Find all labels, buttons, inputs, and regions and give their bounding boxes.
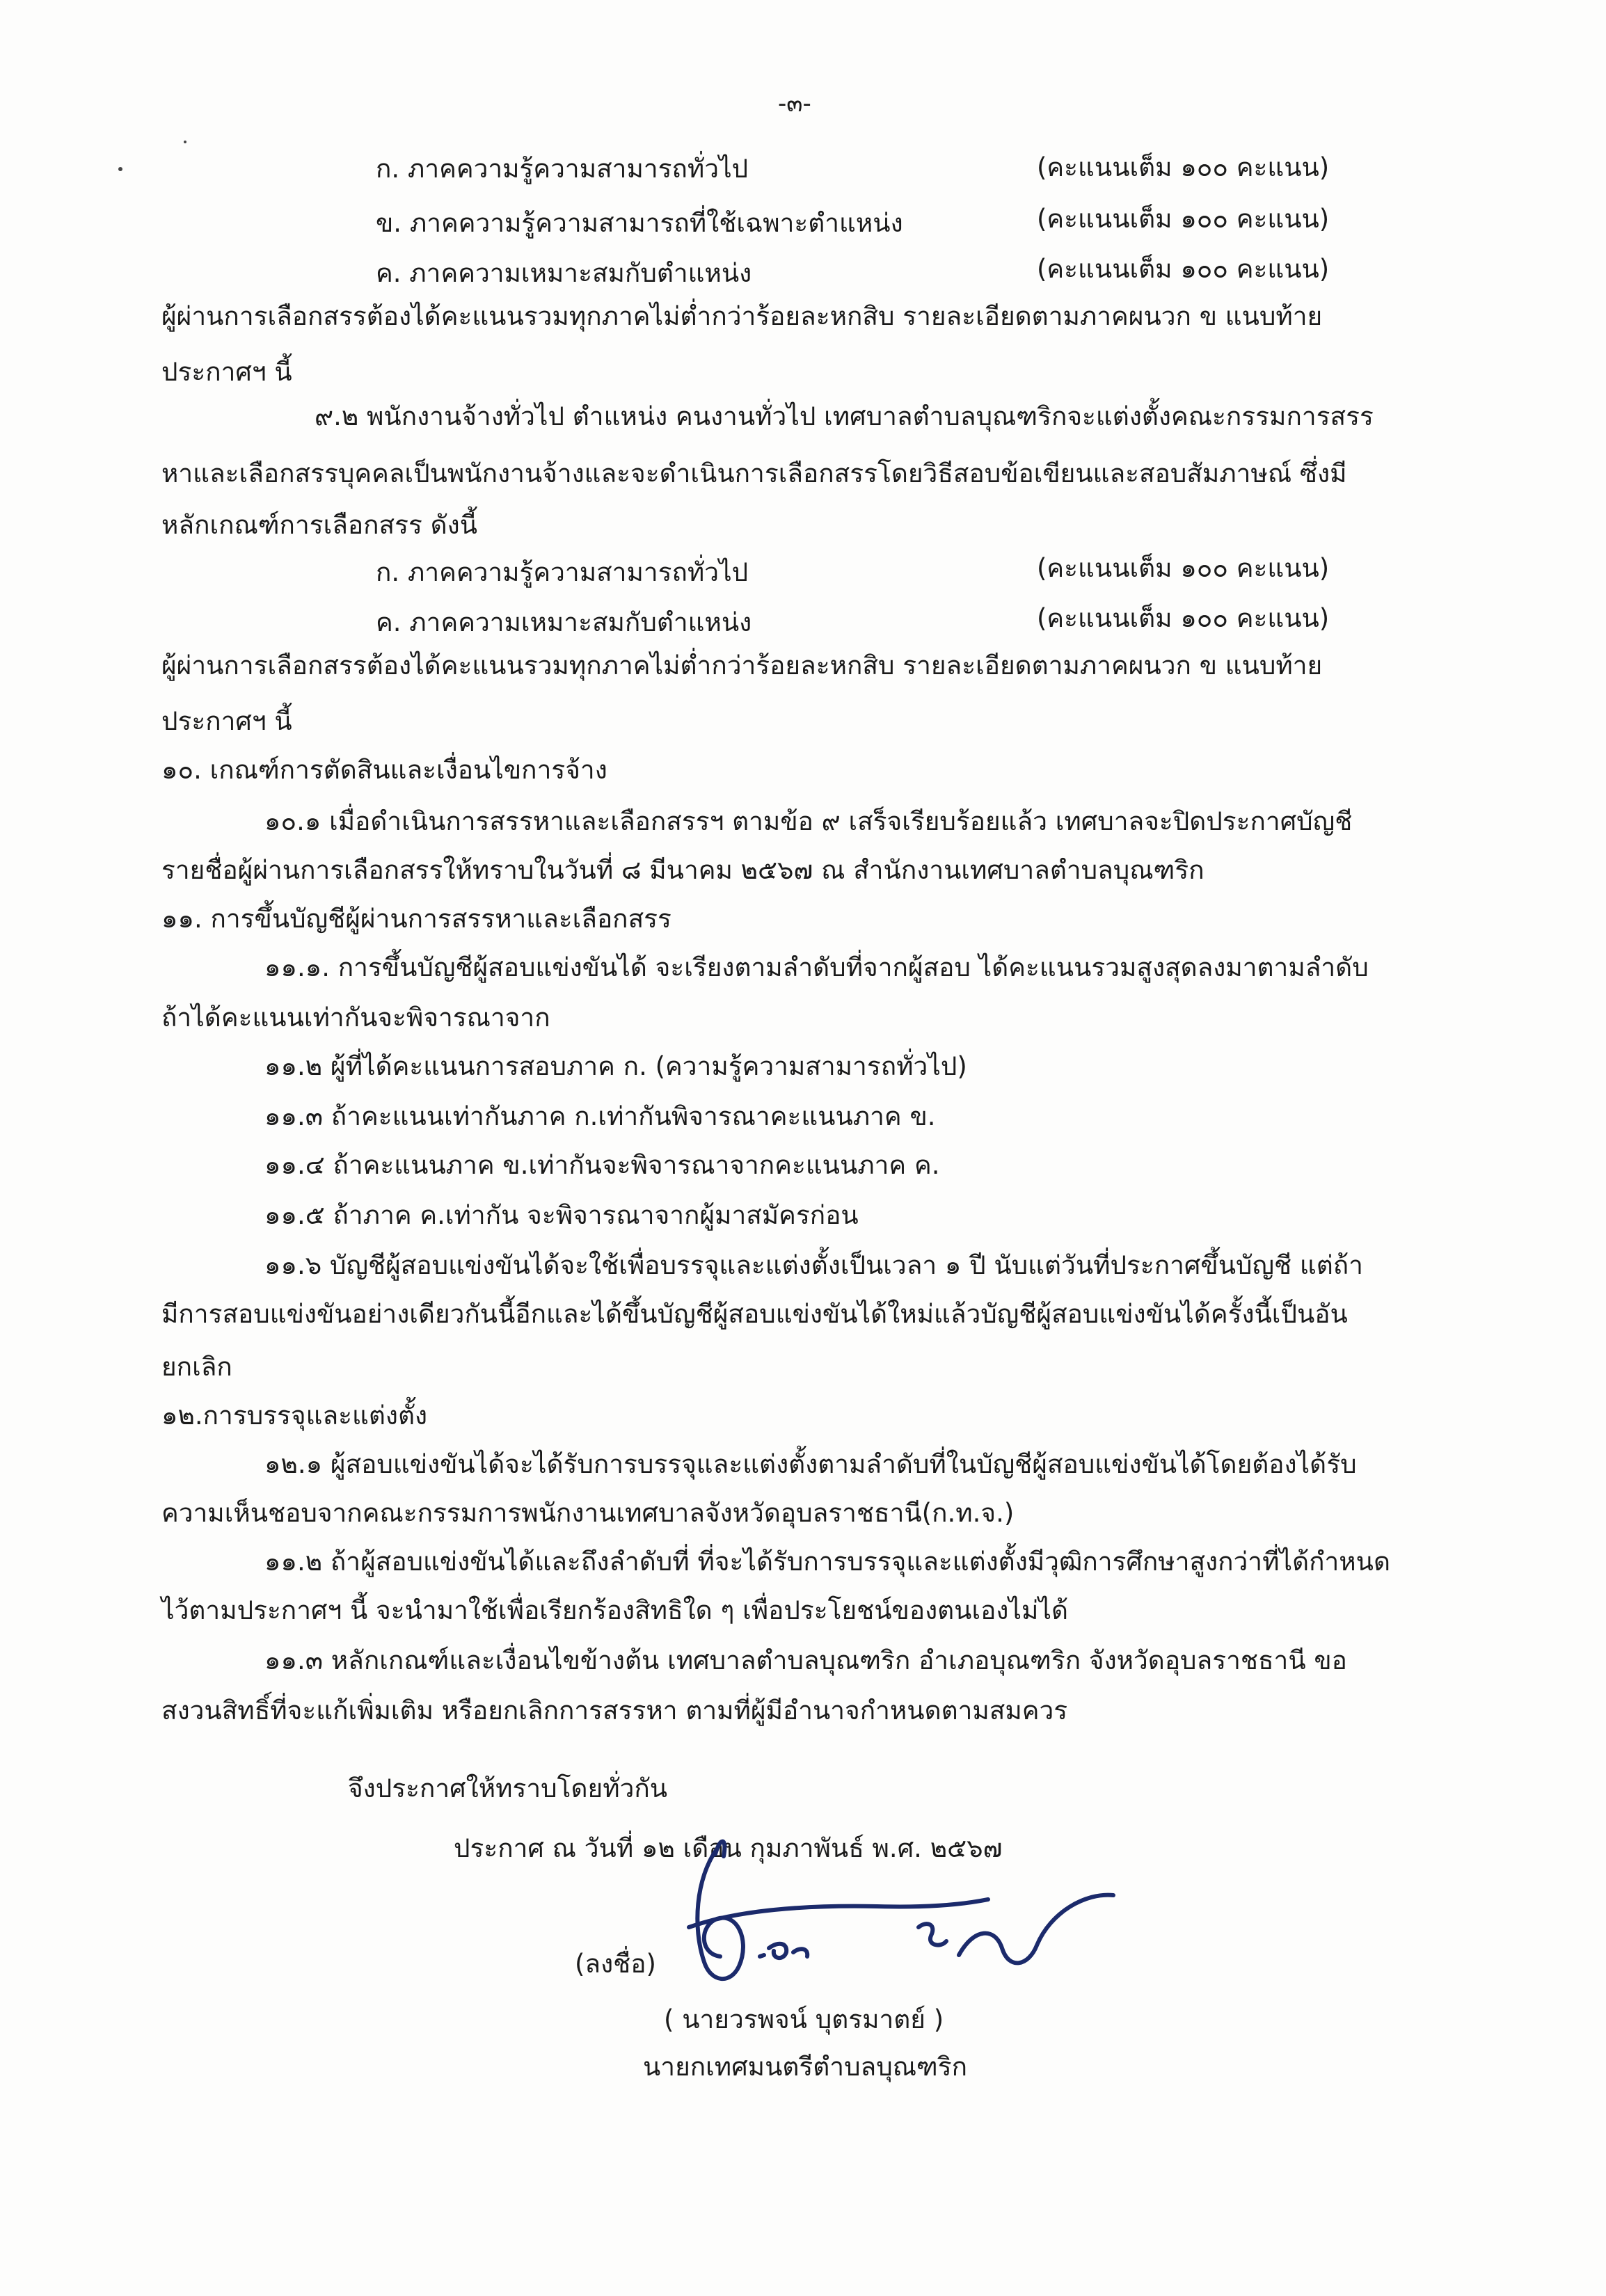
criteria-item-score: (คะแนนเต็ม ๑๐๐ คะแนน) xyxy=(1037,204,1330,234)
pass-criteria-text: ประกาศฯ นี้ xyxy=(161,357,292,387)
paragraph-line: ถ้าได้คะแนนเท่ากันจะพิจารณาจาก xyxy=(161,1003,550,1033)
paragraph-line: ๙.๒ พนักงานจ้างทั่วไป ตำแหน่ง คนงานทั่วไป เทศบาลตำบลบุณฑริกจะแต่งตั้งคณะกรรมการสรร xyxy=(315,401,1374,431)
pass-criteria-text: ผู้ผ่านการเลือกสรรต้องได้คะแนนรวมทุกภาคไม่ต่ำกว่าร้อยละหกสิบ รายละเอียดตามภาคผนวก ข แนบท้าย xyxy=(161,301,1323,331)
pass-criteria-text: ประกาศฯ นี้ xyxy=(161,706,292,736)
paragraph-line: ๑๑.๔ ถ้าคะแนนภาค ข.เท่ากันจะพิจารณาจากคะแนนภาค ค. xyxy=(264,1150,940,1180)
paragraph-line: ๑๑.๖ บัญชีผู้สอบแข่งขันได้จะใช้เพื่อบรรจุและแต่งตั้งเป็นเวลา ๑ ปี นับแต่วันที่ประกาศขึ้นบัญชี แต่ถ้า xyxy=(264,1250,1363,1280)
signer-title: นายกเทศมนตรีตำบลบุณฑริก xyxy=(643,2052,968,2082)
section-heading: ๑๑. การขึ้นบัญชีผู้ผ่านการสรรหาและเลือกสรร xyxy=(161,904,671,934)
paragraph-line: รายชื่อผู้ผ่านการเลือกสรรให้ทราบในวันที่ ๘ มีนาคม ๒๕๖๗ ณ สำนักงานเทศบาลตำบลบุณฑริก xyxy=(161,855,1204,885)
criteria-item-label: ก. ภาคความรู้ความสามารถทั่วไป xyxy=(376,557,749,587)
section-heading: ๑๒.การบรรจุและแต่งตั้ง xyxy=(161,1401,428,1430)
paragraph-line: ๑๑.๒ ถ้าผู้สอบแข่งขันได้และถึงลำดับที่ ที่จะได้รับการบรรจุและแต่งตั้งมีวุฒิการศึกษาสูงกว่าที่ได้กำหนด xyxy=(264,1547,1390,1577)
criteria-item-score: (คะแนนเต็ม ๑๐๐ คะแนน) xyxy=(1037,254,1330,284)
paragraph-line: ๑๑.๓ ถ้าคะแนนเท่ากันภาค ก.เท่ากันพิจารณาคะแนนภาค ข. xyxy=(264,1101,936,1131)
signature-label: (ลงชื่อ) xyxy=(575,1949,656,1979)
paragraph-line: ๑๑.๓ หลักเกณฑ์และเงื่อนไขข้างต้น เทศบาลตำบลบุณฑริก อำเภอบุณฑริก จังหวัดอุบลราชธานี ขอ xyxy=(264,1645,1347,1675)
paragraph-line: ๑๑.๑. การขึ้นบัญชีผู้สอบแข่งขันได้ จะเรียงตามลำดับที่จากผู้สอบ ได้คะแนนรวมสูงสุดลงมาตามลำดับ xyxy=(264,952,1369,982)
criteria-item-score: (คะแนนเต็ม ๑๐๐ คะแนน) xyxy=(1037,603,1330,633)
paragraph-line: ๑๑.๕ ถ้าภาค ค.เท่ากัน จะพิจารณาจากผู้มาสมัครก่อน xyxy=(264,1200,859,1230)
criteria-item-label: ค. ภาคความเหมาะสมกับตำแหน่ง xyxy=(376,258,752,288)
paragraph-line: สงวนสิทธิ์ที่จะแก้เพิ่มเติม หรือยกเลิกการสรรหา ตามที่ผู้มีอำนาจกำหนดตามสมควร xyxy=(161,1696,1068,1725)
criteria-item-score: (คะแนนเต็ม ๑๐๐ คะแนน) xyxy=(1037,152,1330,182)
section-heading: ๑๐. เกณฑ์การตัดสินและเงื่อนไขการจ้าง xyxy=(161,755,607,785)
paragraph-line: หลักเกณฑ์การเลือกสรร ดังนี้ xyxy=(161,510,478,540)
signer-name: ( นายวรพจน์ บุตรมาตย์ ) xyxy=(664,2004,944,2034)
pass-criteria-text: ผู้ผ่านการเลือกสรรต้องได้คะแนนรวมทุกภาคไม่ต่ำกว่าร้อยละหกสิบ รายละเอียดตามภาคผนวก ข แนบท้าย xyxy=(161,651,1323,680)
announcement-date: ประกาศ ณ วันที่ ๑๒ เดือน กุมภาพันธ์ พ.ศ. ๒๕๖๗ xyxy=(454,1833,1003,1863)
criteria-item-label: ค. ภาคความเหมาะสมกับตำแหน่ง xyxy=(376,607,752,637)
criteria-item-score: (คะแนนเต็ม ๑๐๐ คะแนน) xyxy=(1037,553,1330,583)
paragraph-line: ๑๐.๑ เมื่อดำเนินการสรรหาและเลือกสรรฯ ตามข้อ ๙ เสร็จเรียบร้อยแล้ว เทศบาลจะปิดประกาศบัญชี xyxy=(264,806,1353,836)
announcement-text: จึงประกาศให้ทราบโดยทั่วกัน xyxy=(348,1773,668,1803)
criteria-item-label: ก. ภาคความรู้ความสามารถทั่วไป xyxy=(376,154,749,184)
paragraph-line: ๑๑.๒ ผู้ที่ได้คะแนนการสอบภาค ก. (ความรู้ความสามารถทั่วไป) xyxy=(264,1051,967,1081)
paragraph-line: ความเห็นชอบจากคณะกรรมการพนักงานเทศบาลจังหวัดอุบลราชธานี(ก.ท.จ.) xyxy=(161,1498,1015,1528)
paragraph-line: หาและเลือกสรรบุคคลเป็นพนักงานจ้างและจะดำเนินการเลือกสรรโดยวิธีสอบข้อเขียนและสอบสัมภาษณ์ ซึ่งมี xyxy=(161,459,1347,488)
criteria-item-label: ข. ภาคความรู้ความสามารถที่ใช้เฉพาะตำแหน่ง xyxy=(376,208,903,238)
paragraph-line: ๑๒.๑ ผู้สอบแข่งขันได้จะได้รับการบรรจุและแต่งตั้งตามลำดับที่ในบัญชีผู้สอบแข่งขันได้โดยต้องได้รับ xyxy=(264,1449,1357,1479)
paragraph-line: ยกเลิก xyxy=(161,1352,232,1382)
page-number: -๓- xyxy=(778,90,811,118)
paragraph-line: ไว้ตามประกาศฯ นี้ จะนำมาใช้เพื่อเรียกร้องสิทธิใด ๆ เพื่อประโยชน์ของตนเองไม่ได้ xyxy=(161,1595,1069,1625)
paragraph-line: มีการสอบแข่งขันอย่างเดียวกันนี้อีกและได้ขึ้นบัญชีผู้สอบแข่งขันได้ใหม่แล้วบัญชีผู้สอบแข่งขันได้ครั้งนี้เป็นอัน xyxy=(161,1299,1348,1329)
